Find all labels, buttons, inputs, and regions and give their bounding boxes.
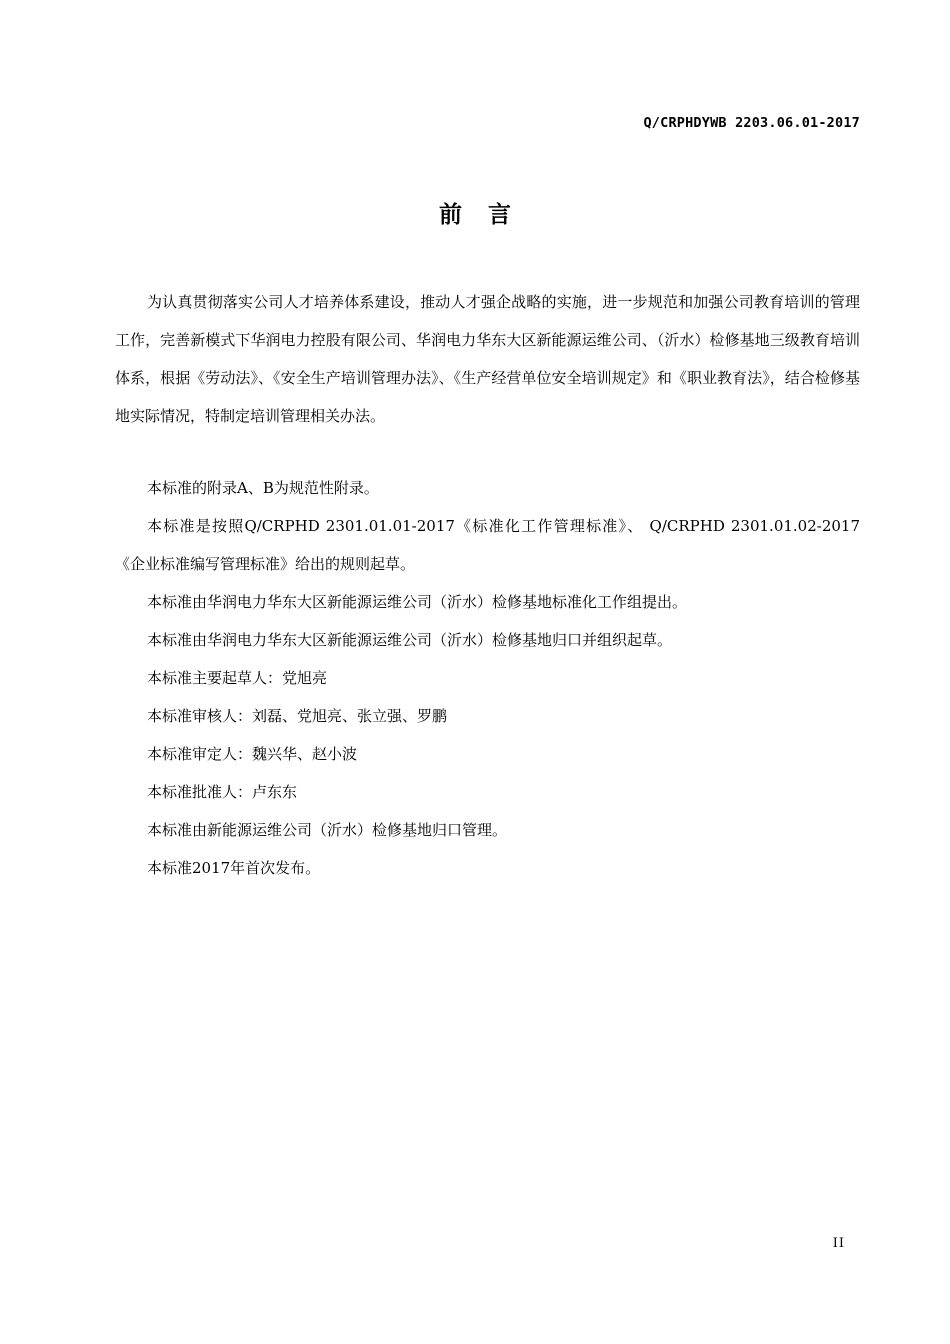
statement-verifiers: 本标准审定人：魏兴华、赵小波: [147, 745, 358, 763]
statement-management: 本标准由新能源运维公司（沂水）检修基地归口管理。: [147, 821, 508, 839]
statement-drafting-rules: 本标准是按照Q/CRPHD 2301.01.01-2017《标准化工作管理标准》、 Q/CRPHD 2301.01.02-2017《企业标准编写管理标准》给出的规则起草。: [115, 517, 860, 573]
intro-paragraph: 为认真贯彻落实公司人才培养体系建设，推动人才强企战略的实施，进一步规范和加强公司教育培训的管理工作，完善新模式下华润电力控股有限公司、华润电力华东大区新能源运维公司、（沂水）检修基地三级教育培训体系，根据《劳动法》、《安全生产培训管理办法》、《生产经营单位安全培训规定》和《职业教育法》，结合检修基地实际情况，特制定培训管理相关办法。: [115, 293, 860, 425]
statement-proposed-by: 本标准由华润电力华东大区新能源运维公司（沂水）检修基地标准化工作组提出。: [147, 593, 688, 611]
statement-appendix: 本标准的附录A、B为规范性附录。: [147, 479, 379, 497]
statement-reviewers: 本标准审核人：刘磊、党旭亮、张立强、罗鹏: [147, 707, 448, 725]
statement-list: [115, 469, 860, 887]
statement-first-release: 本标准2017年首次发布。: [147, 859, 321, 877]
statement-approver: 本标准批准人：卢东东: [147, 783, 298, 801]
statement-centralized-by: 本标准由华润电力华东大区新能源运维公司（沂水）检修基地归口并组织起草。: [147, 631, 673, 649]
document-code: Q/CRPHDYWB 2203.06.01-2017: [643, 115, 860, 131]
page-title: 前言: [439, 202, 537, 228]
statement-main-drafter: 本标准主要起草人：党旭亮: [147, 669, 328, 687]
page-number: II: [832, 1236, 845, 1251]
